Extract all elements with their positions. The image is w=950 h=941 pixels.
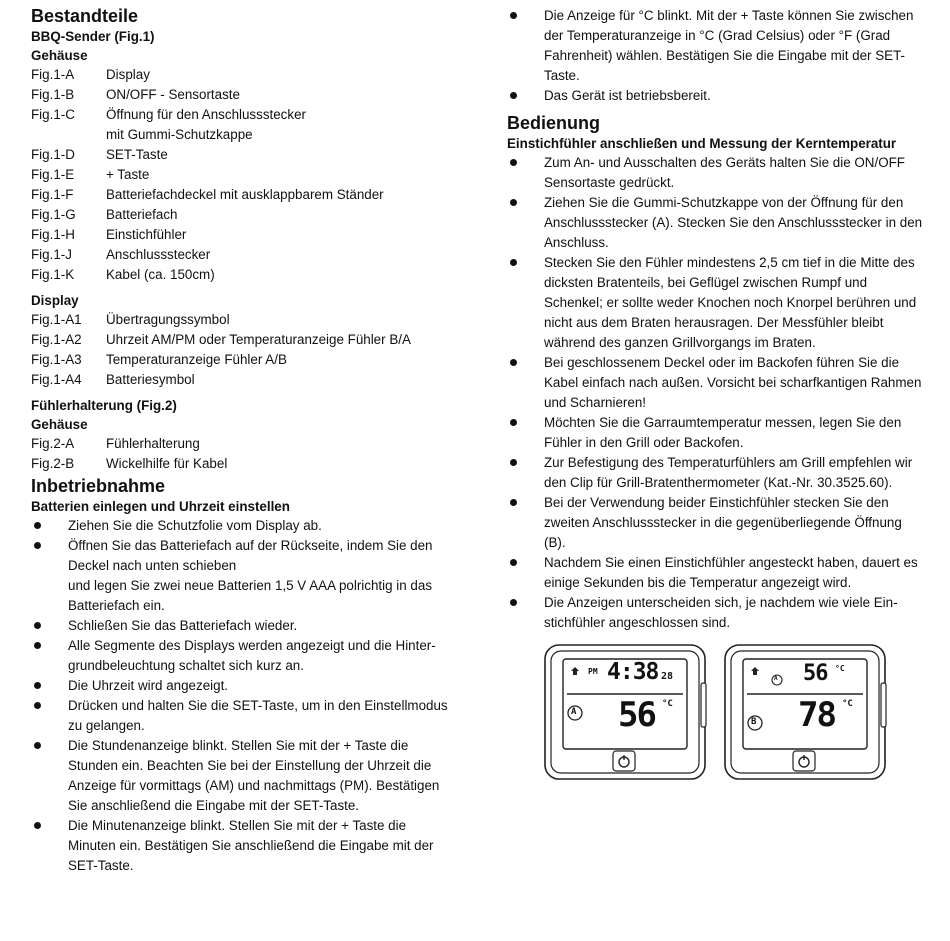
list-item: Ziehen Sie die Gummi-Schutzkappe von der Öffnung für den Anschlussstecker (A). Stecken Sie den Anschlussstecker in den Anschluss. [507,193,927,253]
fig-row: Fig.1-F Batteriefachdeckel mit ausklappbarem Ständer [31,187,384,202]
inbetriebnahme-list [31,516,451,876]
probe-label-top: A [774,675,778,682]
fig-row: Fig.1-J Anschlussstecker [31,247,211,262]
list-item: Bei geschlossenem Deckel oder im Backofen führen Sie die Kabel einfach nach außen. Vorsicht bei scharfkantigen Rahmen und Scharnieren! [507,353,927,413]
thermometer-one-probe-figure [543,643,707,781]
right-column [507,6,927,783]
list-item: Zur Befestigung des Temperaturfühlers am Grill empfehlen wir den Clip für Grill-Bratenthermometer (Kat.-Nr. 30.3525.60). [507,453,927,493]
list-item: Die Minutenanzeige blinkt. Stellen Sie mit der + Taste die Minuten ein. Bestätigen Sie anschließend die Eingabe mit der SET-Taste. [31,816,451,876]
left-column [31,6,451,876]
unit-indicator: °C [662,699,673,709]
list-item: Die Stundenanzeige blinkt. Stellen Sie mit der + Taste die Stunden ein. Beachten Sie bei der Einstellung der Uhrzeit die Anzeige für vormittags (AM) und nachmittags (PM). Bestätigen Sie anschließend die Eingabe mit der SET-Taste. [31,736,451,816]
temperature-display-top: 56 [803,661,828,686]
probe-label: A [571,707,577,717]
list-item: Nachdem Sie einen Einstichfühler angesteckt haben, dauert es einige Sekunden bis die Temperatur angezeigt wird. [507,553,927,593]
list-item: Die Uhrzeit wird angezeigt. [31,676,451,696]
time-display: 4:38 [607,659,659,685]
unit-indicator: °C [842,699,853,709]
list-item: Bei der Verwendung beider Einstichfühler stecken Sie den zweiten Anschlussstecker in die gegenüberliegende Öffnung (B). [507,493,927,553]
unit-indicator-top: °C [835,664,845,673]
list-item: Die Anzeige für °C blinkt. Mit der + Taste können Sie zwischen der Temperaturanzeige in °C (Grad Celsius) oder °F (Grad Fahrenheit) wählen. Bestätigen Sie die Eingabe mit der SET-Taste. [507,6,927,86]
fig-row: Fig.1-C Öffnung für den Anschlussstecker mit Gummi-Schutzkappe [31,107,306,142]
probe-label: B [751,717,757,727]
bedienung-heading: Bedienung [507,113,600,133]
fig-row: Fig.1-A Display [31,67,150,82]
temperature-display: 78 [798,695,835,735]
fig-row: Fig.1-K Kabel (ca. 150cm) [31,267,215,282]
list-item: Drücken und halten Sie die SET-Taste, um in den Einstellmodus zu gelangen. [31,696,451,736]
gehaeuse-heading: Gehäuse [31,48,88,63]
continued-list [507,6,927,106]
bedienung-list [507,153,927,633]
fig-row: Fig.1-A1 Übertragungssymbol [31,312,230,327]
fig-row: Fig.1-D SET-Taste [31,147,168,162]
list-item: Möchten Sie die Garraumtemperatur messen, legen Sie den Fühler in den Grill oder Backofen. [507,413,927,453]
pm-indicator: PM [588,667,598,676]
seconds-display: 28 [661,671,674,682]
display-heading: Display [31,293,79,308]
list-item: Öffnen Sie das Batteriefach auf der Rückseite, indem Sie den Deckel nach unten schieben und legen Sie zwei neue Batterien 1,5 V AAA polrichtig in das Batteriefach ein. [31,536,451,616]
list-item: Zum An- und Ausschalten des Geräts halten Sie die ON/OFF Sensortaste gedrückt. [507,153,927,193]
fig-row: Fig.1-A2 Uhrzeit AM/PM oder Temperaturanzeige Fühler B/A [31,332,411,347]
list-item: Die Anzeigen unterscheiden sich, je nachdem wie viele Einstichfühler angeschlossen sind. [507,593,927,633]
fig-row: Fig.1-H Einstichfühler [31,227,187,242]
gehaeuse-heading-2: Gehäuse [31,417,88,432]
thermometer-two-probes-figure [723,643,887,781]
fig-row: Fig.1-A4 Batteriesymbol [31,372,195,387]
fuehlerhalterung-heading: Fühlerhalterung (Fig.2) [31,398,177,413]
device-illustrations [543,643,927,783]
bbq-sender-heading: BBQ-Sender (Fig.1) [31,29,155,44]
fig-row: Fig.2-A Fühlerhalterung [31,436,200,451]
fig-row: Fig.1-G Batteriefach [31,207,178,222]
fig-row: Fig.1-E + Taste [31,167,150,182]
list-item: Schließen Sie das Batteriefach wieder. [31,616,451,636]
list-item: Alle Segmente des Displays werden angezeigt und die Hintergrundbeleuchtung schaltet sich kurz an. [31,636,451,676]
einstichfuehler-heading: Einstichfühler anschließen und Messung der Kerntemperatur [507,136,897,151]
fig-row: Fig.1-B ON/OFF - Sensortaste [31,87,240,102]
fig-row: Fig.1-A3 Temperaturanzeige Fühler A/B [31,352,287,367]
list-item: Das Gerät ist betriebsbereit. [507,86,927,106]
temperature-display: 56 [618,695,655,735]
inbetriebnahme-heading: Inbetriebnahme [31,476,166,496]
batterien-heading: Batterien einlegen und Uhrzeit einstellen [31,499,290,514]
list-item: Stecken Sie den Fühler mindestens 2,5 cm tief in die Mitte des dicksten Bratenteils, bei Geflügel zwischen Rumpf und Schenkel; er sollte weder Knochen noch Knorpel berühren und nicht aus dem Braten herausragen. Der Messfühler bleibt während des ganzen Grillvorgangs im Braten. [507,253,927,353]
fig-row: Fig.2-B Wickelhilfe für Kabel [31,456,228,471]
list-item: Ziehen Sie die Schutzfolie vom Display ab. [31,516,451,536]
bestandteile-heading: Bestandteile [31,6,139,26]
